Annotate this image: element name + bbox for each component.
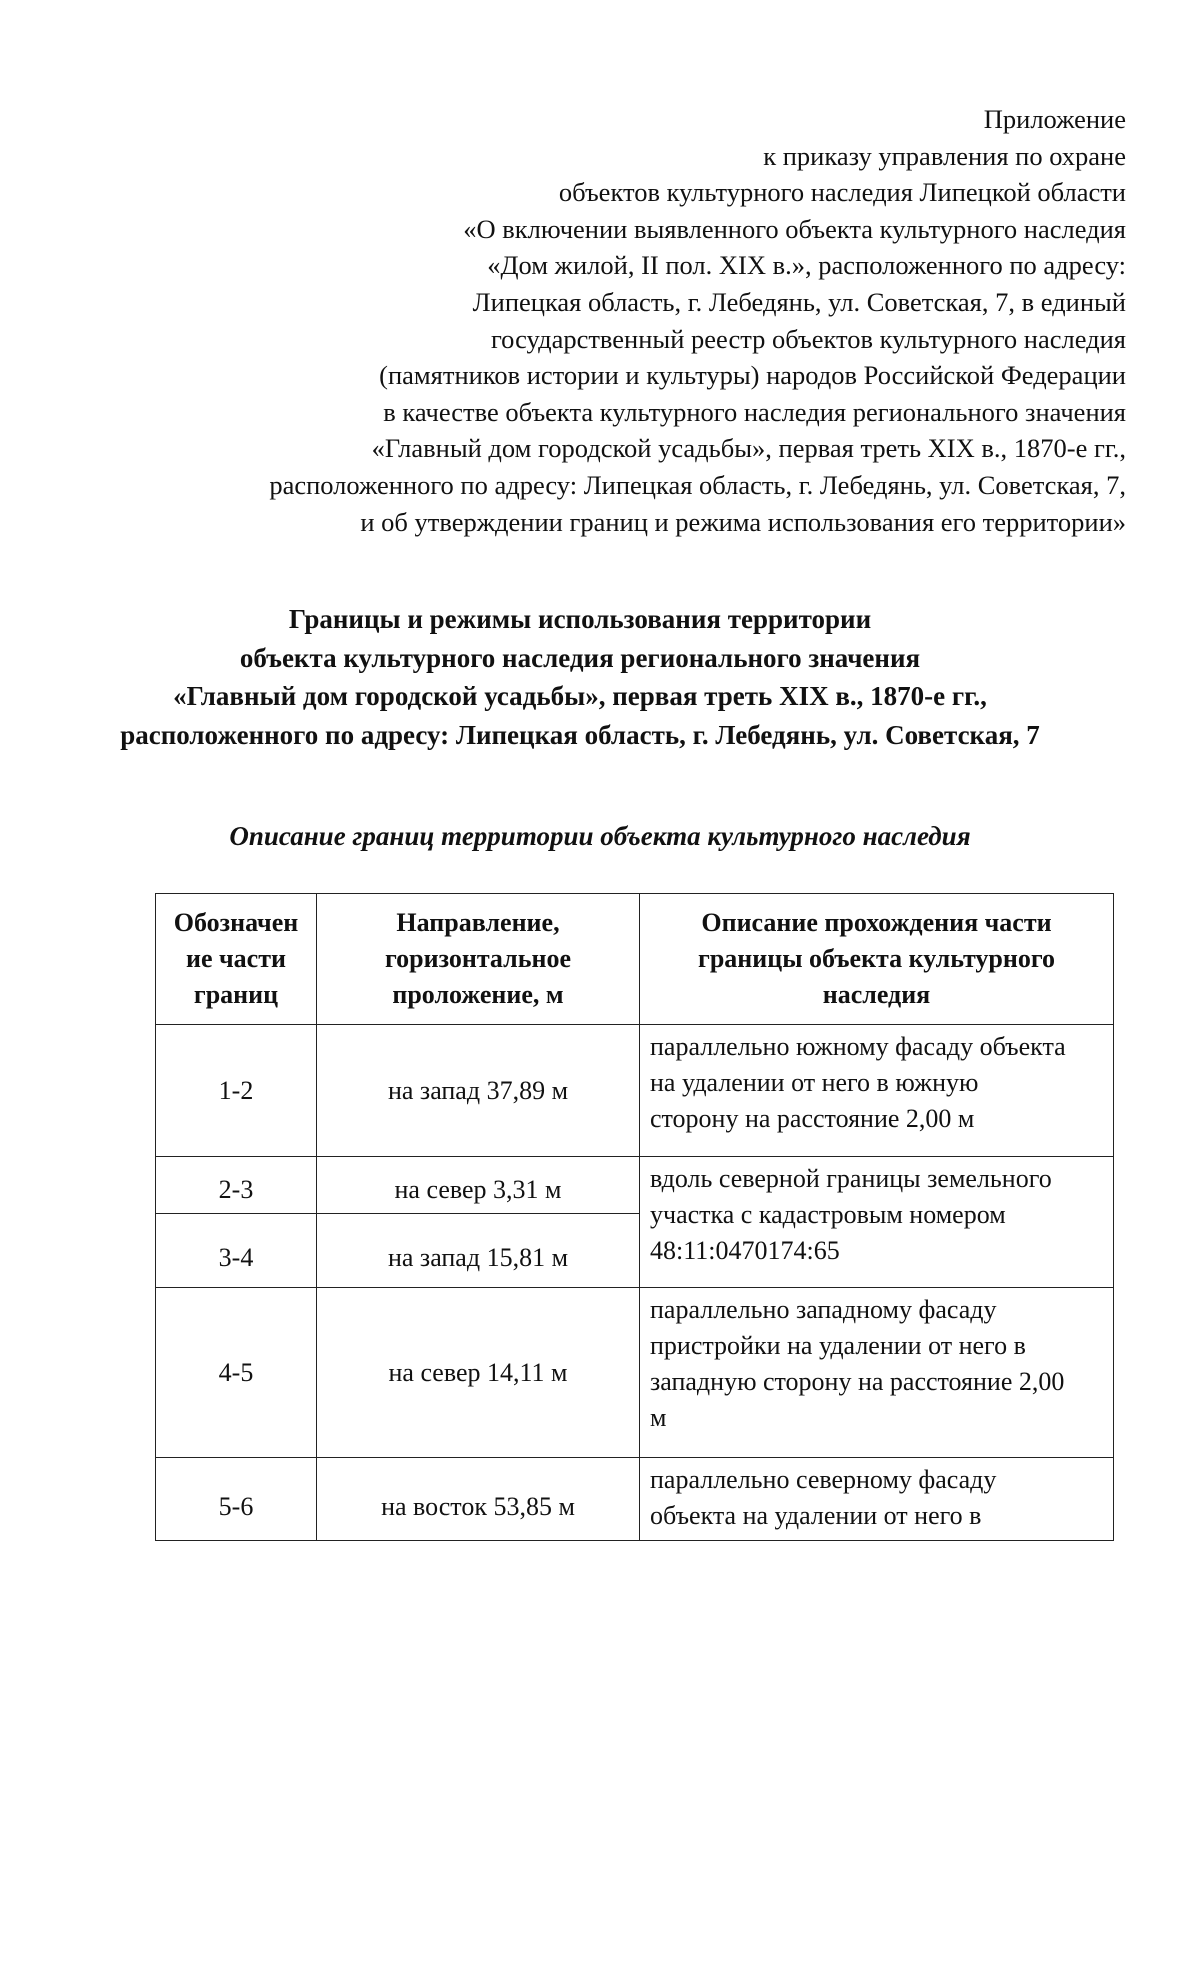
- cell-description: параллельно северному фасаду объекта на удалении от него в: [640, 1458, 1114, 1541]
- appendix-line: (памятников истории и культуры) народов Российской Федерации: [379, 360, 1126, 391]
- table-row: [156, 1458, 1114, 1541]
- title-line: объекта культурного наследия регионального значения: [239, 642, 921, 673]
- cell-code: 2-3: [156, 1157, 317, 1214]
- title-line: расположенного по адресу: Липецкая область, г. Лебедянь, ул. Советская, 7: [120, 719, 1040, 750]
- title-line: «Главный дом городской усадьбы», первая треть XIX в., 1870-е гг.,: [173, 681, 987, 711]
- document-title: [80, 600, 1080, 754]
- appendix-line: к приказу управления по охране: [763, 140, 1126, 171]
- appendix-line: Приложение: [983, 104, 1126, 134]
- header-code: Обозначен ие части границ: [156, 894, 317, 1025]
- table-row: [156, 1025, 1114, 1157]
- appendix-line: «Главный дом городской усадьбы», первая треть XIX в., 1870-е гг.,: [371, 433, 1126, 464]
- appendix-line: «О включении выявленного объекта культурного наследия: [463, 213, 1126, 244]
- cell-code: 1-2: [156, 1025, 317, 1157]
- cell-description: параллельно южному фасаду объекта на удалении от него в южную сторону на расстояние 2,00 м: [640, 1025, 1114, 1157]
- cell-direction: на восток 53,85 м: [317, 1458, 640, 1541]
- table-row: [156, 1157, 1114, 1214]
- cell-description: параллельно западному фасаду пристройки на удалении от него в западную сторону на расстояние 2,00 м: [640, 1288, 1114, 1458]
- table-row: [156, 1288, 1114, 1458]
- cell-code: 3-4: [156, 1214, 317, 1288]
- cell-direction: на север 14,11 м: [317, 1288, 640, 1458]
- cell-direction: на запад 15,81 м: [317, 1214, 640, 1288]
- appendix-line: «Дом жилой, II пол. XIX в.», расположенного по адресу:: [487, 250, 1126, 281]
- table-caption: Описание границ территории объекта культурного наследия: [229, 821, 971, 851]
- appendix-line: расположенного по адресу: Липецкая область, г. Лебедянь, ул. Советская, 7,: [269, 469, 1126, 500]
- appendix-line: объектов культурного наследия Липецкой области: [558, 177, 1126, 208]
- appendix-header: [126, 101, 1126, 540]
- appendix-line: Липецкая область, г. Лебедянь, ул. Советская, 7, в единый: [472, 286, 1126, 317]
- header-direction: Направление, горизонтальное проложение, м: [317, 894, 640, 1025]
- title-line: Границы и режимы использования территории: [288, 604, 872, 634]
- cell-code: 4-5: [156, 1288, 317, 1458]
- header-description: Описание прохождения части границы объекта культурного наследия: [640, 894, 1114, 1025]
- appendix-line: в качестве объекта культурного наследия регионального значения: [383, 396, 1126, 427]
- cell-code: 5-6: [156, 1458, 317, 1541]
- cell-direction: на запад 37,89 м: [317, 1025, 640, 1157]
- cell-description: вдоль северной границы земельного участка с кадастровым номером 48:11:0470174:65: [640, 1157, 1114, 1288]
- cell-direction: на север 3,31 м: [317, 1157, 640, 1214]
- table-header-row: [156, 894, 1114, 1025]
- appendix-line: государственный реестр объектов культурного наследия: [490, 323, 1126, 354]
- boundary-table: [155, 893, 1114, 1541]
- appendix-line: и об утверждении границ и режима использования его территории»: [360, 506, 1126, 537]
